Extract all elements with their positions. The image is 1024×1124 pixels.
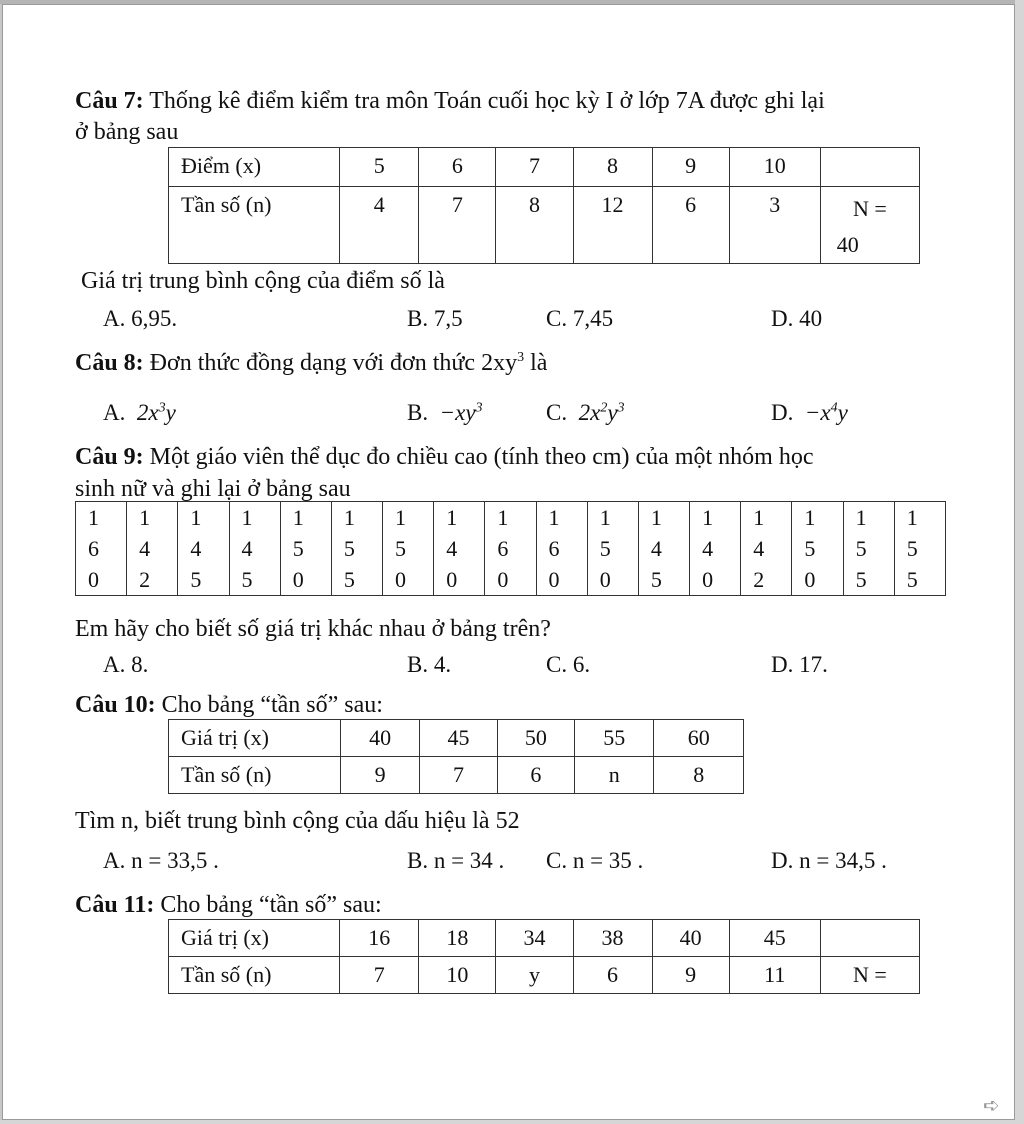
- q10-freq-cell: n: [575, 757, 654, 794]
- q9-row-digit3: [76, 564, 946, 596]
- q8-option-a: [103, 399, 176, 427]
- q11-value-cell: 38: [573, 920, 652, 957]
- q7-score-cell: 6: [419, 148, 496, 187]
- q11-freq-cell: y: [496, 957, 573, 994]
- q9-digit-cell: 1: [690, 502, 741, 534]
- q9-digit-cell: 0: [434, 564, 485, 596]
- q8-text-end: là: [524, 350, 548, 376]
- q9-digit-cell: 5: [792, 533, 843, 564]
- q7-score-cell-empty: [820, 148, 919, 187]
- q10-heading: [75, 691, 383, 719]
- q10-row-frequency: [169, 757, 744, 794]
- q8-option-c-label: C.: [546, 400, 568, 425]
- q7-text: Thống kê điểm kiểm tra môn Toán cuối học kỳ I ở lớp 7A được ghi lại: [143, 88, 825, 114]
- q9-digit-cell: 1: [536, 502, 587, 534]
- q7-row-frequency: [169, 187, 920, 264]
- q7-freq-cell: 8: [496, 187, 573, 264]
- q7-score-cell: 10: [729, 148, 820, 187]
- q9-option-a: A. 8.: [103, 652, 149, 677]
- q10-value-cell: 60: [654, 720, 744, 757]
- q8-d-tail: y: [837, 400, 848, 425]
- q7-heading: [75, 87, 825, 115]
- q9-digit-cell: 0: [690, 564, 741, 596]
- q8-option-d: [771, 399, 848, 427]
- q7-score-cell: 7: [496, 148, 573, 187]
- q7-score-cell: 5: [340, 148, 419, 187]
- q9-digit-cell: 1: [383, 502, 434, 534]
- q7-option-a: A. 6,95.: [103, 306, 178, 331]
- q9-digit-cell: 6: [536, 533, 587, 564]
- q8-option-c-expr: [579, 400, 625, 425]
- q9-heading: [75, 443, 814, 471]
- q8-c-exp1: 2: [600, 400, 608, 416]
- q10-row-value: [169, 720, 744, 757]
- q11-table: [168, 919, 920, 994]
- q8-option-d-label: D.: [771, 400, 794, 425]
- q11-value-cell-empty: [820, 920, 919, 957]
- q7-freq-cell: 3: [729, 187, 820, 264]
- q7-option-c: C. 7,45: [546, 306, 614, 331]
- q11-freq-cell: 10: [419, 957, 496, 994]
- q7-table: [168, 147, 920, 264]
- q8-label: Câu 8:: [75, 350, 144, 376]
- q9-digit-cell: 5: [383, 533, 434, 564]
- q11-freq-cell: 7: [340, 957, 419, 994]
- next-page-arrow-icon[interactable]: ➪: [983, 1095, 1000, 1117]
- q11-value-cell: 40: [652, 920, 729, 957]
- q9-digit-cell: 5: [331, 533, 382, 564]
- q10-option-c: C. n = 35 .: [546, 848, 644, 873]
- q7-option-d: D. 40: [771, 306, 823, 331]
- q11-value-header: Giá trị (x): [169, 920, 340, 957]
- q9-digit-cell: 5: [587, 533, 638, 564]
- q9-row-digit2: [76, 533, 946, 564]
- q7-heading-cont: ở bảng sau: [75, 119, 179, 145]
- q10-freq-cell: 6: [497, 757, 574, 794]
- q9-heights-table: [75, 501, 946, 596]
- q7-freq-cell: 12: [573, 187, 652, 264]
- q8-option-d-expr: [805, 400, 848, 425]
- q9-label: Câu 9:: [75, 444, 144, 470]
- q9-digit-cell: 4: [638, 533, 689, 564]
- q9-row-digit1: [76, 502, 946, 534]
- q8-d-exp: 4: [830, 400, 838, 416]
- q9-digit-cell: 1: [229, 502, 280, 534]
- q9-digit-cell: 5: [894, 533, 945, 564]
- q7-total-value: 40: [836, 232, 859, 257]
- q8-c-expr: 2x: [578, 400, 601, 425]
- q10-text: Cho bảng “tần số” sau:: [155, 692, 383, 718]
- q10-value-header: Giá trị (x): [169, 720, 341, 757]
- q9-digit-cell: 0: [792, 564, 843, 596]
- q9-digit-cell: 1: [127, 502, 178, 534]
- q10-value-cell: 55: [575, 720, 654, 757]
- q11-row-frequency: [169, 957, 920, 994]
- q9-digit-cell: 1: [843, 502, 894, 534]
- q7-row-score: [169, 148, 920, 187]
- q9-digit-cell: 4: [178, 533, 229, 564]
- q9-digit-cell: 1: [485, 502, 536, 534]
- q7-score-cell: 9: [652, 148, 729, 187]
- q9-digit-cell: 1: [638, 502, 689, 534]
- q9-digit-cell: 0: [76, 564, 127, 596]
- q8-heading: [75, 349, 547, 377]
- q8-option-a-label: A.: [103, 400, 126, 425]
- q7-total-label: N =: [853, 196, 887, 221]
- q8-b-exp: 3: [475, 400, 483, 416]
- q9-digit-cell: 1: [894, 502, 945, 534]
- q10-freq-header: Tần số (n): [169, 757, 341, 794]
- q9-digit-cell: 0: [485, 564, 536, 596]
- q7-option-b: B. 7,5: [407, 306, 463, 331]
- q9-digit-cell: 1: [792, 502, 843, 534]
- q9-digit-cell: 1: [741, 502, 792, 534]
- q7-freq-cell: 6: [652, 187, 729, 264]
- q9-digit-cell: 1: [178, 502, 229, 534]
- q7-question: Giá trị trung bình cộng của điểm số là: [81, 268, 445, 294]
- q11-freq-cell: 9: [652, 957, 729, 994]
- q11-freq-cell: 11: [729, 957, 820, 994]
- q9-digit-cell: 5: [280, 533, 331, 564]
- q8-option-c: [546, 399, 625, 427]
- q10-freq-cell: 8: [654, 757, 744, 794]
- q9-digit-cell: 5: [843, 564, 894, 596]
- q9-digit-cell: 5: [843, 533, 894, 564]
- q8-option-b: [407, 399, 483, 427]
- q11-freq-header: Tần số (n): [169, 957, 340, 994]
- window-frame-right: [1015, 0, 1024, 1124]
- q9-digit-cell: 1: [587, 502, 638, 534]
- q10-freq-cell: 9: [340, 757, 419, 794]
- q9-digit-cell: 4: [229, 533, 280, 564]
- q7-freq-header: Tần số (n): [169, 187, 340, 264]
- window-frame-bottom: [0, 1120, 1024, 1124]
- q9-digit-cell: 2: [127, 564, 178, 596]
- q9-digit-cell: 4: [690, 533, 741, 564]
- q9-digit-cell: 4: [741, 533, 792, 564]
- q10-freq-cell: 7: [420, 757, 497, 794]
- q10-value-cell: 45: [420, 720, 497, 757]
- q9-option-d: D. 17.: [771, 652, 828, 677]
- q8-a-coef: 2x: [136, 400, 159, 425]
- q8-a-exp: 3: [158, 400, 166, 416]
- q10-value-cell: 40: [340, 720, 419, 757]
- q11-value-cell: 16: [340, 920, 419, 957]
- q8-b-expr: −xy: [439, 400, 476, 425]
- q9-text: Một giáo viên thể dục đo chiều cao (tính theo cm) của một nhóm học: [143, 444, 814, 470]
- q11-label: Câu 11:: [75, 892, 155, 918]
- q8-expr-base: 2xy: [481, 350, 518, 376]
- q11-value-cell: 45: [729, 920, 820, 957]
- q9-question: Em hãy cho biết số giá trị khác nhau ở bảng trên?: [75, 616, 551, 642]
- q8-option-b-expr: [440, 400, 483, 425]
- q7-freq-cell: 4: [340, 187, 419, 264]
- q8-expr-exp: 3: [517, 350, 525, 365]
- q9-digit-cell: 5: [894, 564, 945, 596]
- q11-value-cell: 18: [419, 920, 496, 957]
- q9-digit-cell: 0: [536, 564, 587, 596]
- q9-digit-cell: 0: [383, 564, 434, 596]
- q10-option-b: B. n = 34 .: [407, 848, 505, 873]
- q9-heading-cont: sinh nữ và ghi lại ở bảng sau: [75, 476, 351, 502]
- q7-freq-cell: 7: [419, 187, 496, 264]
- q9-digit-cell: 1: [280, 502, 331, 534]
- q10-option-d: D. n = 34,5 .: [771, 848, 887, 873]
- q10-option-a: A. n = 33,5 .: [103, 848, 219, 873]
- q9-digit-cell: 5: [229, 564, 280, 596]
- q9-digit-cell: 1: [331, 502, 382, 534]
- q10-value-cell: 50: [497, 720, 574, 757]
- q11-value-cell: 34: [496, 920, 573, 957]
- q11-total-cell: N =: [820, 957, 919, 994]
- q9-digit-cell: 4: [434, 533, 485, 564]
- q9-digit-cell: 1: [434, 502, 485, 534]
- q9-digit-cell: 0: [280, 564, 331, 596]
- q9-digit-cell: 0: [587, 564, 638, 596]
- q10-question: Tìm n, biết trung bình cộng của dấu hiệu là 52: [75, 808, 520, 834]
- q8-option-b-label: B.: [407, 400, 429, 425]
- q9-digit-cell: 5: [178, 564, 229, 596]
- q8-text: Đơn thức đồng dạng với đơn thức: [143, 350, 482, 376]
- q7-score-cell: 8: [573, 148, 652, 187]
- q9-digit-cell: 5: [331, 564, 382, 596]
- q9-digit-cell: 6: [485, 533, 536, 564]
- q9-option-b: B. 4.: [407, 652, 452, 677]
- q11-text: Cho bảng “tần số” sau:: [154, 892, 382, 918]
- q9-option-c: C. 6.: [546, 652, 591, 677]
- q9-digit-cell: 6: [76, 533, 127, 564]
- q11-heading: [75, 891, 382, 919]
- document-page: [2, 4, 1015, 1120]
- q9-digit-cell: 1: [76, 502, 127, 534]
- q7-score-header: Điểm (x): [169, 148, 340, 187]
- q9-digit-cell: 2: [741, 564, 792, 596]
- q11-row-value: [169, 920, 920, 957]
- q8-option-a-expr: [137, 400, 176, 425]
- q9-digit-cell: 5: [638, 564, 689, 596]
- q8-c-exp2: 3: [617, 400, 625, 416]
- q10-label: Câu 10:: [75, 692, 156, 718]
- q8-c-mid: y: [607, 400, 618, 425]
- q7-total-cell: [820, 187, 919, 264]
- q10-table: [168, 719, 744, 794]
- q7-label: Câu 7:: [75, 88, 144, 114]
- q9-digit-cell: 4: [127, 533, 178, 564]
- q8-d-expr: −x: [804, 400, 831, 425]
- q8-expression: [481, 350, 524, 376]
- q11-freq-cell: 6: [573, 957, 652, 994]
- q8-a-tail: y: [165, 400, 176, 425]
